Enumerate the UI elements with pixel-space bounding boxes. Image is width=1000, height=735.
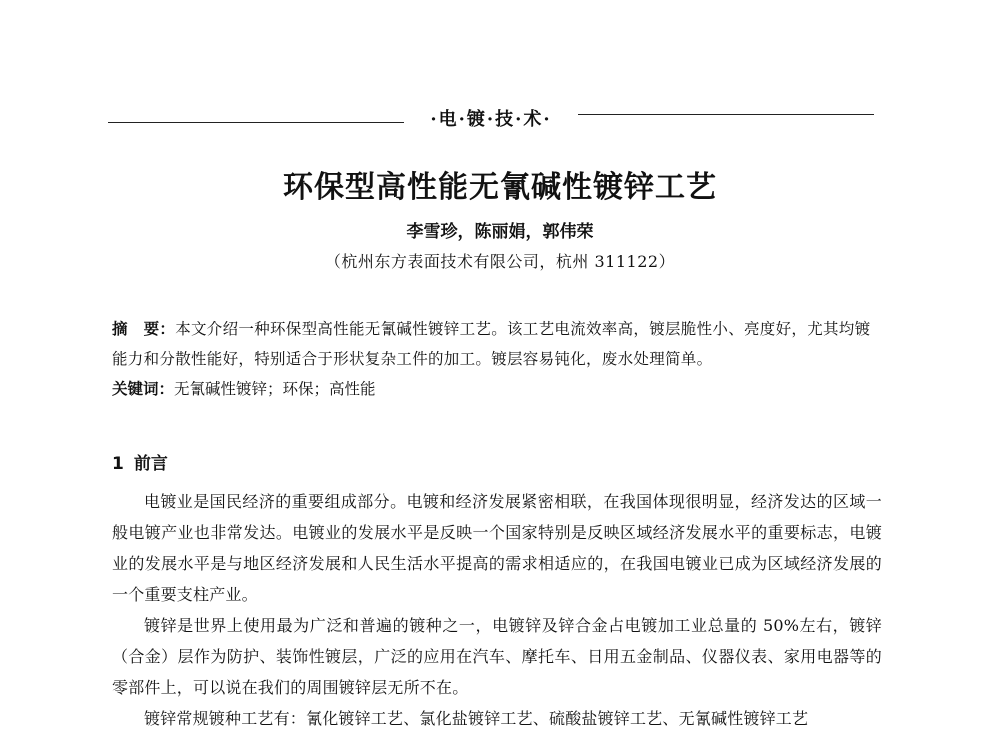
paper-authors: 李雪珍，陈丽娟，郭伟荣 bbox=[406, 222, 594, 242]
section-heading bbox=[112, 452, 168, 476]
abstract-label: 摘 要： bbox=[112, 319, 176, 338]
column-label: ·电·镀·技·术· bbox=[430, 109, 552, 130]
body-paragraph: 镀锌是世界上使用最为广泛和普遍的镀种之一，电镀锌及锌合金占电镀加工业总量的 50%左右，镀锌（合金）层作为防护、装饰性镀层，广泛的应用在汽车、摩托车、日用五金制品、仪器仪表、家用电器等的零部件上，可以说在我们的周围镀锌层无所不在。 bbox=[112, 616, 882, 697]
header-rule-left bbox=[108, 122, 404, 123]
body-paragraph: 电镀业是国民经济的重要组成部分。电镀和经济发展紧密相联，在我国体现很明显，经济发达的区域一般电镀产业也非常发达。电镀业的发展水平是反映一个国家特别是反映区域经济发展水平的重要标志，电镀业的发展水平是与地区经济发展和人民生活水平提高的需求相适应的，在我国电镀业已成为区域经济发展的一个重要支柱产业。 bbox=[112, 492, 882, 604]
keywords-text: 无氰碱性镀锌；环保；高性能 bbox=[174, 380, 376, 398]
keywords bbox=[112, 374, 882, 404]
paper-affiliation: （杭州东方表面技术有限公司，杭州 311122） bbox=[324, 252, 676, 271]
column-header bbox=[108, 108, 874, 132]
section-title: 前言 bbox=[133, 454, 168, 474]
header-rule-right bbox=[578, 114, 874, 115]
section-number: 1 bbox=[112, 454, 124, 474]
abstract bbox=[112, 314, 882, 374]
keywords-label: 关键词： bbox=[112, 379, 175, 398]
section-body bbox=[112, 486, 882, 734]
paper-title: 环保型高性能无氰碱性镀锌工艺 bbox=[283, 170, 717, 205]
abstract-text: 本文介绍一种环保型高性能无氰碱性镀锌工艺。该工艺电流效率高，镀层脆性小、亮度好，尤其均镀能力和分散性能好，特别适合于形状复杂工件的加工。镀层容易钝化，废水处理简单。 bbox=[112, 320, 871, 368]
body-paragraph: 镀锌常规镀种工艺有：氰化镀锌工艺、氯化盐镀锌工艺、硫酸盐镀锌工艺、无氰碱性镀锌工艺 bbox=[144, 709, 809, 728]
